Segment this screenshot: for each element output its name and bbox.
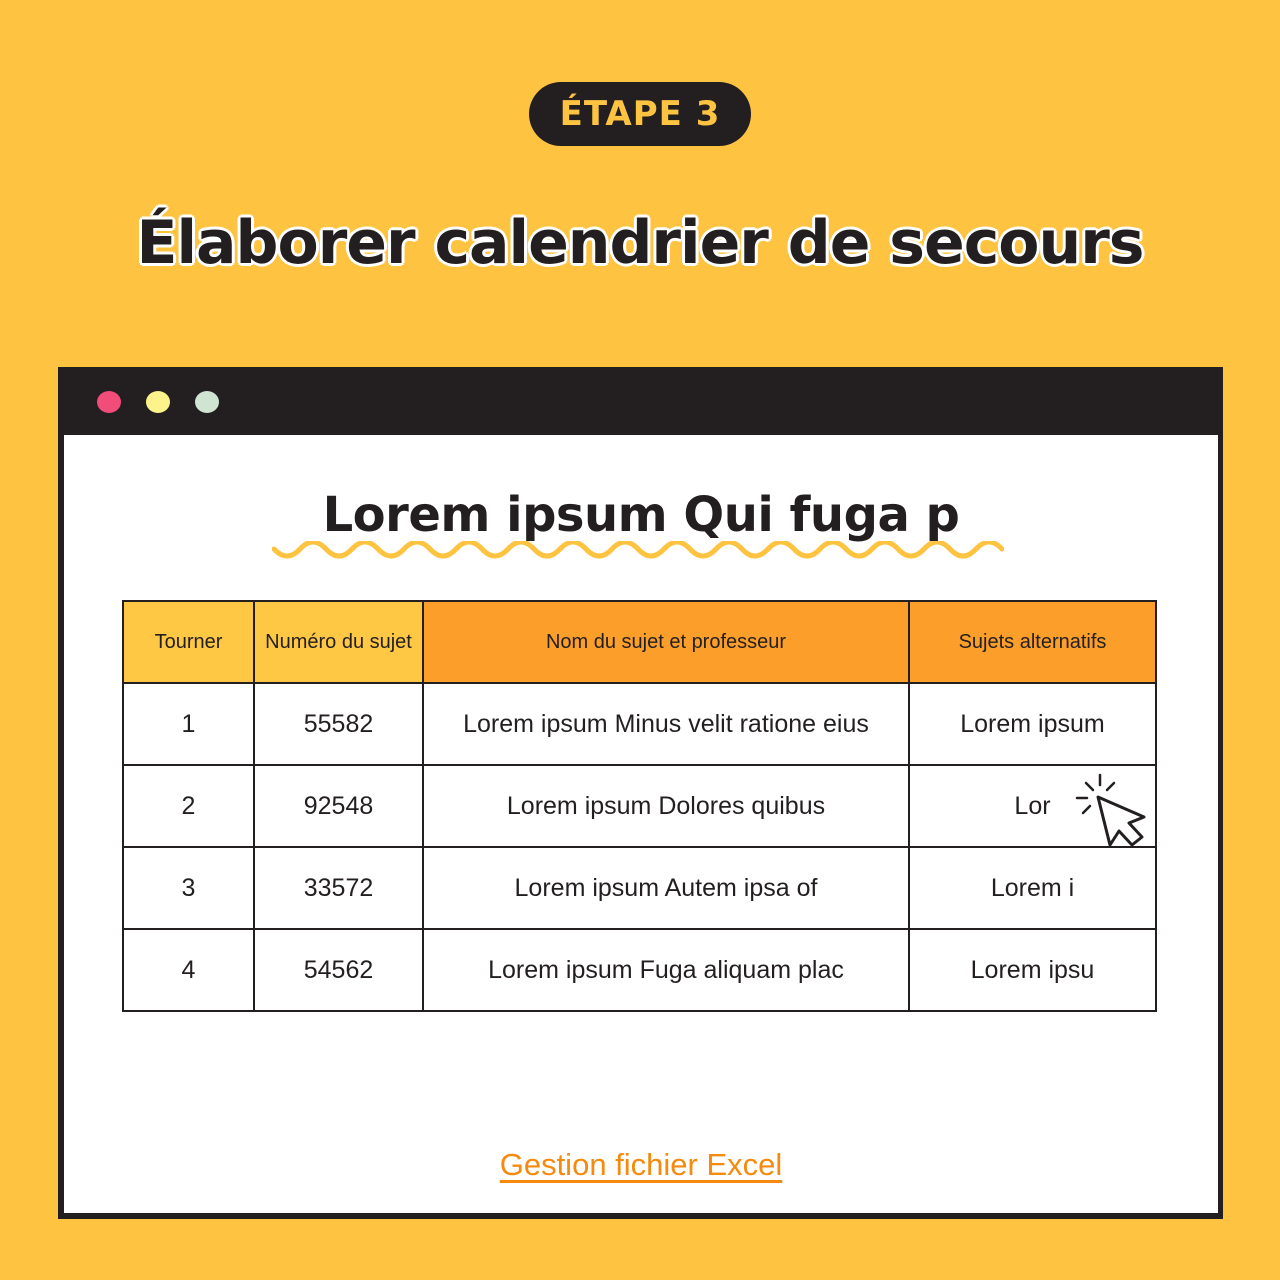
header-alternatifs: Sujets alternatifs <box>909 601 1156 683</box>
minimize-dot-icon[interactable] <box>146 391 170 413</box>
table-header-row <box>123 601 1156 683</box>
window-titlebar <box>58 367 1223 435</box>
wavy-underline-icon <box>272 541 1004 565</box>
cell-numero[interactable]: 92548 <box>254 765 423 847</box>
window-content <box>64 435 1218 1213</box>
page-title: Élaborer calendrier de secours <box>136 208 1144 278</box>
maximize-dot-icon[interactable] <box>195 391 219 413</box>
cell-tourner[interactable]: 3 <box>123 847 254 929</box>
schedule-table <box>122 600 1157 1012</box>
table-row <box>123 683 1156 765</box>
click-cursor-icon <box>1074 773 1158 853</box>
card-title: Lorem ipsum Qui fuga p <box>322 487 960 543</box>
close-dot-icon[interactable] <box>97 391 121 413</box>
cell-alternatifs[interactable]: Lorem ipsum <box>909 683 1156 765</box>
cell-nom[interactable]: Lorem ipsum Minus velit ratione eius <box>423 683 909 765</box>
header-numero: Numéro du sujet <box>254 601 423 683</box>
table-row <box>123 929 1156 1011</box>
cell-numero[interactable]: 55582 <box>254 683 423 765</box>
step-badge: ÉTAPE 3 <box>529 82 751 146</box>
header-tourner: Tourner <box>123 601 254 683</box>
excel-file-link[interactable]: Gestion fichier Excel <box>499 1147 783 1182</box>
browser-window <box>58 367 1223 1219</box>
cell-alternatifs[interactable]: Lor <box>909 765 1156 847</box>
cell-nom[interactable]: Lorem ipsum Fuga aliquam plac <box>423 929 909 1011</box>
header-nom: Nom du sujet et professeur <box>423 601 909 683</box>
table-row <box>123 765 1156 847</box>
cell-numero[interactable]: 54562 <box>254 929 423 1011</box>
cell-tourner[interactable]: 2 <box>123 765 254 847</box>
cell-tourner[interactable]: 1 <box>123 683 254 765</box>
cell-alternatifs[interactable]: Lorem i <box>909 847 1156 929</box>
cell-numero[interactable]: 33572 <box>254 847 423 929</box>
cell-tourner[interactable]: 4 <box>123 929 254 1011</box>
cell-nom[interactable]: Lorem ipsum Dolores quibus <box>423 765 909 847</box>
cell-alternatifs[interactable]: Lorem ipsu <box>909 929 1156 1011</box>
cell-nom[interactable]: Lorem ipsum Autem ipsa of <box>423 847 909 929</box>
table-row <box>123 847 1156 929</box>
